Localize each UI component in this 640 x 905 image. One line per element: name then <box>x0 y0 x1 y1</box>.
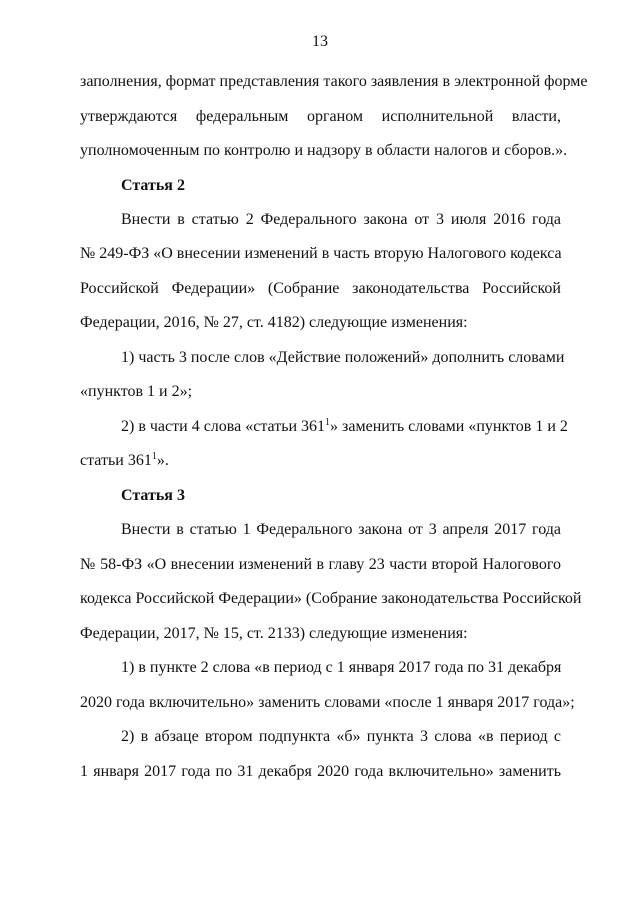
article-2-paragraph-line-2: № 249-ФЗ «О внесении изменений в часть вторую Налогового кодекса <box>80 245 562 262</box>
article-3-item-2-line-1: 2) в абзаце втором подпункта «б» пункта 3 слова «в период с <box>121 728 561 745</box>
intro-line-2: утверждаются федеральным органом исполнительной власти, <box>80 108 561 125</box>
article-2-item-1-line-2: «пунктов 1 и 2»; <box>80 383 193 400</box>
article-2-paragraph-line-4: Федерации, 2016, № 27, ст. 4182) следующие изменения: <box>80 314 468 331</box>
article-2-item-2-line-2: статьи $361^1$». <box>80 451 169 469</box>
page-number: 13 <box>312 33 328 50</box>
intro-line-3: уполномоченным по контролю и надзору в области налогов и сборов.». <box>80 142 568 159</box>
article-3-item-2-line-2: 1 января 2017 года по 31 декабря 2020 года включительно» заменить <box>80 763 561 780</box>
article-3-item-1-line-2: 2020 года включительно» заменить словами «после 1 января 2017 года»; <box>80 694 575 711</box>
article-3-paragraph-line-1: Внести в статью 1 Федерального закона от 3 апреля 2017 года <box>121 521 561 538</box>
article-2-paragraph-line-1: Внести в статью 2 Федерального закона от 3 июля 2016 года <box>121 211 561 228</box>
article-3-paragraph-line-2: № 58-ФЗ «О внесении изменений в главу 23 части второй Налогового <box>80 556 561 573</box>
article-2-heading: Статья 2 <box>121 177 185 194</box>
intro-line-1: заполнения, формат представления такого заявления в электронной форме <box>80 73 588 90</box>
article-2-item-2-line-1: 2) в части 4 слова «статьи $361^1$» заменить словами «пунктов 1 и 2 <box>121 417 568 435</box>
article-3-paragraph-line-4: Федерации, 2017, № 15, ст. 2133) следующие изменения: <box>80 625 468 642</box>
article-3-heading: Статья 3 <box>121 487 185 504</box>
article-3-paragraph-line-3: кодекса Российской Федерации» (Собрание законодательства Российской <box>80 590 582 607</box>
article-3-item-1-line-1: 1) в пункте 2 слова «в период с 1 января 2017 года по 31 декабря <box>121 659 562 676</box>
article-2-paragraph-line-3: Российской Федерации» (Собрание законодательства Российской <box>80 280 561 297</box>
article-2-item-1-line-1: 1) часть 3 после слов «Действие положений» дополнить словами <box>121 349 565 366</box>
